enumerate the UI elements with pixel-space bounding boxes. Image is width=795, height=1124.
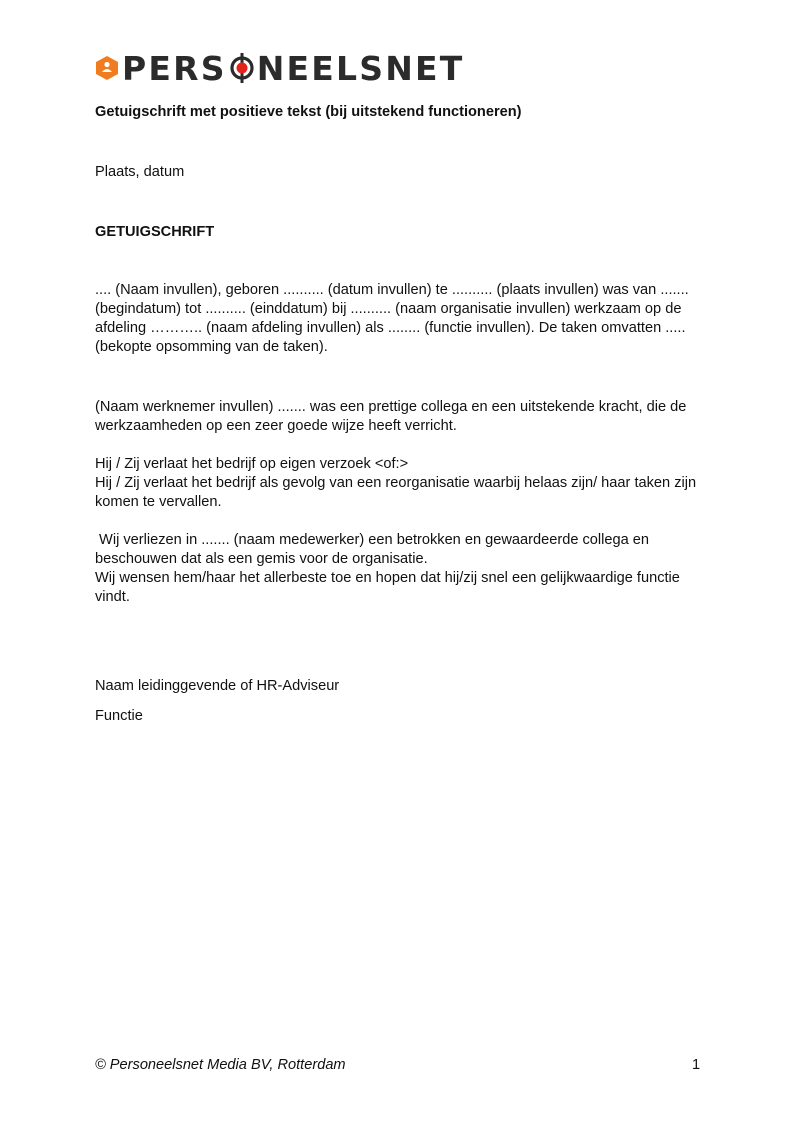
paragraph-line: (Naam werknemer invullen) ....... was een prettige collega en een uitstekende kracht, die de (95, 399, 687, 415)
signature-name: Naam leidinggevende of HR-Adviseur (95, 678, 340, 694)
personeelsnet-logo (95, 50, 465, 86)
paragraph-line: (bekopte opsomming van de taken). (95, 339, 328, 355)
footer-page-number: 1 (692, 1057, 701, 1073)
paragraph-line: komen te vervallen. (95, 494, 222, 510)
paragraph-line: Hij / Zij verlaat het bedrijf als gevolg van een reorganisatie waarbij helaas zijn/ haar taken zijn (95, 475, 697, 491)
logo-wordmark (122, 48, 465, 88)
paragraph-line: Wij verliezen in ....... (naam medewerker) een betrokken en gewaardeerde collega en (95, 532, 650, 548)
paragraph-line: werkzaamheden op een zeer goede wijze heeft verricht. (95, 418, 457, 434)
paragraph-line: Wij wensen hem/haar het allerbeste toe en hopen dat hij/zij snel een gelijkwaardige functie (95, 570, 680, 586)
footer-copyright: © Personeelsnet Media BV, Rotterdam (95, 1057, 346, 1073)
logo-text-part1: PERS (122, 48, 227, 88)
document-subtitle: Getuigschrift met positieve tekst (bij uitstekend functioneren) (95, 104, 522, 120)
paragraph-line: vindt. (95, 589, 130, 605)
paragraph-line: beschouwen dat als een gemis voor de organisatie. (95, 551, 428, 567)
paragraph-line: afdeling ……….. (naam afdeling invullen) als ........ (functie invullen). De taken omvatten ..... (95, 320, 686, 336)
paragraph-departure-reason (95, 455, 705, 512)
paragraph-line: Hij / Zij verlaat het bedrijf op eigen verzoek <of:> (95, 456, 409, 472)
paragraph-closing-wishes (95, 531, 705, 607)
document-heading: GETUIGSCHRIFT (95, 224, 215, 240)
logo-target-icon (229, 53, 255, 83)
signature-function: Functie (95, 708, 143, 724)
paragraph-line: .... (Naam invullen), geboren .......... (datum invullen) te .......... (plaats invullen) was van ....... (95, 282, 689, 298)
logo-badge-icon (95, 55, 119, 81)
logo-text-part2: NEELSNET (256, 48, 465, 88)
paragraph-performance (95, 398, 705, 436)
paragraph-employment-details (95, 281, 705, 357)
place-date-line: Plaats, datum (95, 164, 185, 180)
paragraph-line: (begindatum) tot .......... (einddatum) bij .......... (naam organisatie invullen) werkzaam op de (95, 301, 682, 317)
